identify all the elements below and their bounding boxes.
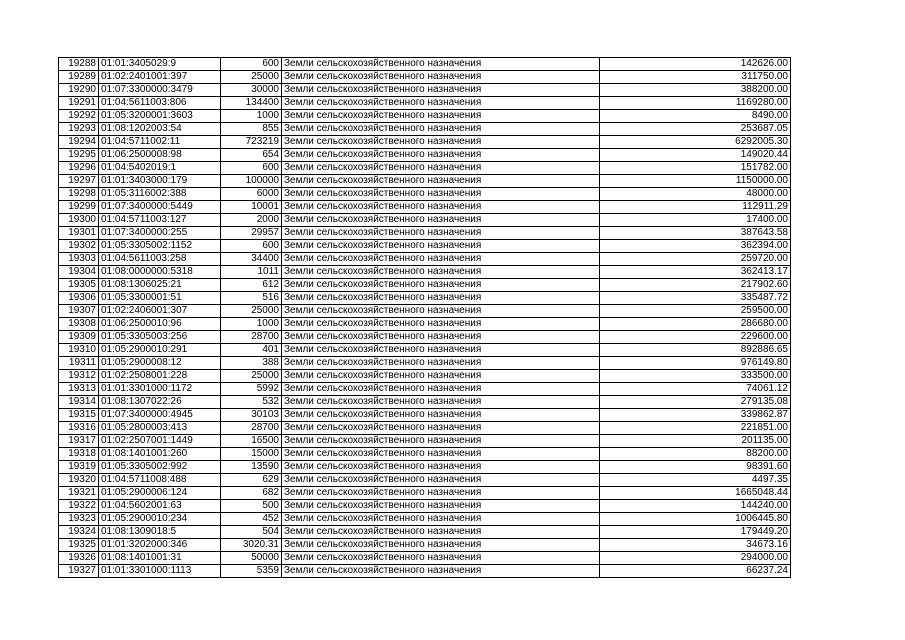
- table-row: [59, 110, 791, 123]
- table-row: [59, 71, 791, 84]
- cadastral-value-cell: 48000.00: [600, 188, 791, 201]
- cadastral-number-cell: 01:05:2800003:413: [99, 422, 221, 435]
- cadastral-value-cell: 253687.05: [600, 123, 791, 136]
- cadastral-number-cell: 01:05:3305002:1152: [99, 240, 221, 253]
- cadastral-value-cell: 1665048.44: [600, 487, 791, 500]
- table-row: [59, 97, 791, 110]
- land-category-cell: Земли сельскохозяйственного назначения: [282, 123, 600, 136]
- table-row: [59, 331, 791, 344]
- table-row: [59, 422, 791, 435]
- row-number-cell: 19311: [59, 357, 99, 370]
- land-category-cell: Земли сельскохозяйственного назначения: [282, 240, 600, 253]
- cadastral-number-cell: 01:08:1309018:5: [99, 526, 221, 539]
- row-number-cell: 19302: [59, 240, 99, 253]
- land-category-cell: Земли сельскохозяйственного назначения: [282, 305, 600, 318]
- row-number-cell: 19288: [59, 58, 99, 71]
- table-row: [59, 409, 791, 422]
- area-cell: 629: [221, 474, 282, 487]
- row-number-cell: 19309: [59, 331, 99, 344]
- cadastral-value-cell: 333500.00: [600, 370, 791, 383]
- land-category-cell: Земли сельскохозяйственного назначения: [282, 136, 600, 149]
- area-cell: 6000: [221, 188, 282, 201]
- row-number-cell: 19298: [59, 188, 99, 201]
- row-number-cell: 19290: [59, 84, 99, 97]
- table-row: [59, 201, 791, 214]
- land-category-cell: Земли сельскохозяйственного назначения: [282, 175, 600, 188]
- cadastral-number-cell: 01:08:1202003:54: [99, 123, 221, 136]
- table-row: [59, 240, 791, 253]
- area-cell: 15000: [221, 448, 282, 461]
- area-cell: 654: [221, 149, 282, 162]
- cadastral-number-cell: 01:04:5711003:127: [99, 214, 221, 227]
- cadastral-number-cell: 01:06:2500008:98: [99, 149, 221, 162]
- cadastral-number-cell: 01:04:5611003:258: [99, 253, 221, 266]
- cadastral-value-cell: 217902.60: [600, 279, 791, 292]
- cadastral-value-cell: 1006445.80: [600, 513, 791, 526]
- cadastral-value-cell: 1169280.00: [600, 97, 791, 110]
- cadastral-value-cell: 201135.00: [600, 435, 791, 448]
- land-category-cell: Земли сельскохозяйственного назначения: [282, 500, 600, 513]
- area-cell: 723219: [221, 136, 282, 149]
- table-row: [59, 552, 791, 565]
- row-number-cell: 19324: [59, 526, 99, 539]
- cadastral-value-cell: 286680.00: [600, 318, 791, 331]
- cadastral-value-cell: 142626.00: [600, 58, 791, 71]
- cadastral-number-cell: 01:04:5711008:488: [99, 474, 221, 487]
- table-row: [59, 318, 791, 331]
- row-number-cell: 19305: [59, 279, 99, 292]
- area-cell: 500: [221, 500, 282, 513]
- row-number-cell: 19319: [59, 461, 99, 474]
- cadastral-number-cell: 01:05:3300001:51: [99, 292, 221, 305]
- area-cell: 2000: [221, 214, 282, 227]
- row-number-cell: 19301: [59, 227, 99, 240]
- land-category-cell: Земли сельскохозяйственного назначения: [282, 357, 600, 370]
- cadastral-number-cell: 01:07:3400000:255: [99, 227, 221, 240]
- land-category-cell: Земли сельскохозяйственного назначения: [282, 487, 600, 500]
- cadastral-value-cell: 151782.00: [600, 162, 791, 175]
- land-category-cell: Земли сельскохозяйственного назначения: [282, 448, 600, 461]
- row-number-cell: 19317: [59, 435, 99, 448]
- table-row: [59, 435, 791, 448]
- table-row: [59, 357, 791, 370]
- land-category-cell: Земли сельскохозяйственного назначения: [282, 253, 600, 266]
- cadastral-value-cell: 179449.20: [600, 526, 791, 539]
- cadastral-value-cell: 17400.00: [600, 214, 791, 227]
- area-cell: 25000: [221, 305, 282, 318]
- table-row: [59, 487, 791, 500]
- cadastral-value-cell: 976149.80: [600, 357, 791, 370]
- cadastral-number-cell: 01:05:3305003:256: [99, 331, 221, 344]
- land-category-cell: Земли сельскохозяйственного назначения: [282, 292, 600, 305]
- area-cell: 388: [221, 357, 282, 370]
- row-number-cell: 19299: [59, 201, 99, 214]
- table-row: [59, 370, 791, 383]
- land-category-cell: Земли сельскохозяйственного назначения: [282, 58, 600, 71]
- cadastral-number-cell: 01:05:2900010:234: [99, 513, 221, 526]
- cadastral-value-cell: 362413.17: [600, 266, 791, 279]
- area-cell: 516: [221, 292, 282, 305]
- land-category-cell: Земли сельскохозяйственного назначения: [282, 331, 600, 344]
- cadastral-number-cell: 01:07:3400000:4945: [99, 409, 221, 422]
- land-category-cell: Земли сельскохозяйственного назначения: [282, 474, 600, 487]
- cadastral-number-cell: 01:04:5402019:1: [99, 162, 221, 175]
- area-cell: 29957: [221, 227, 282, 240]
- land-category-cell: Земли сельскохозяйственного назначения: [282, 188, 600, 201]
- table-row: [59, 84, 791, 97]
- cadastral-number-cell: 01:05:2900006:124: [99, 487, 221, 500]
- cadastral-value-cell: 294000.00: [600, 552, 791, 565]
- cadastral-number-cell: 01:07:3400000:5449: [99, 201, 221, 214]
- cadastral-value-cell: 229600.00: [600, 331, 791, 344]
- cadastral-number-cell: 01:08:1401001:260: [99, 448, 221, 461]
- area-cell: 855: [221, 123, 282, 136]
- table-row: [59, 279, 791, 292]
- cadastral-number-cell: 01:01:3405029:9: [99, 58, 221, 71]
- land-category-cell: Земли сельскохозяйственного назначения: [282, 149, 600, 162]
- area-cell: 682: [221, 487, 282, 500]
- cadastral-number-cell: 01:01:3202000:346: [99, 539, 221, 552]
- cadastral-number-cell: 01:04:5711002:11: [99, 136, 221, 149]
- document-page: [58, 57, 790, 578]
- table-row: [59, 474, 791, 487]
- table-row: [59, 305, 791, 318]
- table-row: [59, 227, 791, 240]
- table-row: [59, 123, 791, 136]
- area-cell: 28700: [221, 422, 282, 435]
- area-cell: 28700: [221, 331, 282, 344]
- table-row: [59, 136, 791, 149]
- row-number-cell: 19320: [59, 474, 99, 487]
- land-category-cell: Земли сельскохозяйственного назначения: [282, 71, 600, 84]
- cadastral-value-cell: 279135.08: [600, 396, 791, 409]
- area-cell: 34400: [221, 253, 282, 266]
- land-register-body: [59, 58, 791, 578]
- area-cell: 452: [221, 513, 282, 526]
- area-cell: 16500: [221, 435, 282, 448]
- cadastral-value-cell: 892886.65: [600, 344, 791, 357]
- area-cell: 100000: [221, 175, 282, 188]
- area-cell: 532: [221, 396, 282, 409]
- area-cell: 5992: [221, 383, 282, 396]
- area-cell: 401: [221, 344, 282, 357]
- row-number-cell: 19321: [59, 487, 99, 500]
- area-cell: 600: [221, 162, 282, 175]
- area-cell: 50000: [221, 552, 282, 565]
- cadastral-value-cell: 311750.00: [600, 71, 791, 84]
- row-number-cell: 19289: [59, 71, 99, 84]
- land-category-cell: Земли сельскохозяйственного назначения: [282, 214, 600, 227]
- table-row: [59, 175, 791, 188]
- area-cell: 5359: [221, 565, 282, 578]
- land-category-cell: Земли сельскохозяйственного назначения: [282, 396, 600, 409]
- area-cell: 600: [221, 240, 282, 253]
- cadastral-value-cell: 88200.00: [600, 448, 791, 461]
- cadastral-number-cell: 01:01:3403000:179: [99, 175, 221, 188]
- table-row: [59, 149, 791, 162]
- row-number-cell: 19316: [59, 422, 99, 435]
- cadastral-number-cell: 01:05:3116002:388: [99, 188, 221, 201]
- area-cell: 1000: [221, 110, 282, 123]
- row-number-cell: 19326: [59, 552, 99, 565]
- cadastral-number-cell: 01:08:1307022:26: [99, 396, 221, 409]
- cadastral-value-cell: 4497.35: [600, 474, 791, 487]
- cadastral-number-cell: 01:04:5611003:806: [99, 97, 221, 110]
- cadastral-number-cell: 01:07:3300000:3479: [99, 84, 221, 97]
- row-number-cell: 19306: [59, 292, 99, 305]
- table-row: [59, 292, 791, 305]
- cadastral-number-cell: 01:02:2507001:1449: [99, 435, 221, 448]
- table-row: [59, 188, 791, 201]
- cadastral-value-cell: 259500.00: [600, 305, 791, 318]
- area-cell: 504: [221, 526, 282, 539]
- land-category-cell: Земли сельскохозяйственного назначения: [282, 422, 600, 435]
- area-cell: 1011: [221, 266, 282, 279]
- row-number-cell: 19313: [59, 383, 99, 396]
- cadastral-number-cell: 01:02:2401001:397: [99, 71, 221, 84]
- cadastral-value-cell: 6292005.30: [600, 136, 791, 149]
- table-row: [59, 500, 791, 513]
- area-cell: 13590: [221, 461, 282, 474]
- land-category-cell: Земли сельскохозяйственного назначения: [282, 227, 600, 240]
- area-cell: 134400: [221, 97, 282, 110]
- land-category-cell: Земли сельскохозяйственного назначения: [282, 162, 600, 175]
- area-cell: 1000: [221, 318, 282, 331]
- cadastral-value-cell: 144240.00: [600, 500, 791, 513]
- land-category-cell: Земли сельскохозяйственного назначения: [282, 409, 600, 422]
- cadastral-value-cell: 335487.72: [600, 292, 791, 305]
- table-row: [59, 513, 791, 526]
- land-category-cell: Земли сельскохозяйственного назначения: [282, 110, 600, 123]
- land-category-cell: Земли сельскохозяйственного назначения: [282, 513, 600, 526]
- cadastral-number-cell: 01:06:2500010:96: [99, 318, 221, 331]
- row-number-cell: 19323: [59, 513, 99, 526]
- land-category-cell: Земли сельскохозяйственного назначения: [282, 435, 600, 448]
- cadastral-value-cell: 259720.00: [600, 253, 791, 266]
- table-row: [59, 266, 791, 279]
- row-number-cell: 19310: [59, 344, 99, 357]
- cadastral-number-cell: 01:08:1306025:21: [99, 279, 221, 292]
- row-number-cell: 19304: [59, 266, 99, 279]
- area-cell: 25000: [221, 71, 282, 84]
- table-row: [59, 461, 791, 474]
- cadastral-value-cell: 8490.00: [600, 110, 791, 123]
- cadastral-value-cell: 221851.00: [600, 422, 791, 435]
- land-category-cell: Земли сельскохозяйственного назначения: [282, 370, 600, 383]
- table-row: [59, 448, 791, 461]
- cadastral-value-cell: 74061.12: [600, 383, 791, 396]
- land-register-table: [58, 57, 791, 578]
- land-category-cell: Земли сельскохозяйственного назначения: [282, 565, 600, 578]
- row-number-cell: 19327: [59, 565, 99, 578]
- table-row: [59, 253, 791, 266]
- land-category-cell: Земли сельскохозяйственного назначения: [282, 318, 600, 331]
- area-cell: 3020.31: [221, 539, 282, 552]
- table-row: [59, 539, 791, 552]
- row-number-cell: 19315: [59, 409, 99, 422]
- row-number-cell: 19293: [59, 123, 99, 136]
- cadastral-number-cell: 01:04:5602001:63: [99, 500, 221, 513]
- cadastral-number-cell: 01:02:2508001:228: [99, 370, 221, 383]
- area-cell: 30000: [221, 84, 282, 97]
- land-category-cell: Земли сельскохозяйственного назначения: [282, 552, 600, 565]
- land-category-cell: Земли сельскохозяйственного назначения: [282, 201, 600, 214]
- table-row: [59, 214, 791, 227]
- table-row: [59, 526, 791, 539]
- row-number-cell: 19312: [59, 370, 99, 383]
- cadastral-value-cell: 149020.44: [600, 149, 791, 162]
- cadastral-value-cell: 388200.00: [600, 84, 791, 97]
- land-category-cell: Земли сельскохозяйственного назначения: [282, 84, 600, 97]
- area-cell: 30103: [221, 409, 282, 422]
- table-row: [59, 396, 791, 409]
- row-number-cell: 19295: [59, 149, 99, 162]
- row-number-cell: 19322: [59, 500, 99, 513]
- area-cell: 612: [221, 279, 282, 292]
- cadastral-value-cell: 98391.60: [600, 461, 791, 474]
- cadastral-number-cell: 01:05:2900010:291: [99, 344, 221, 357]
- row-number-cell: 19296: [59, 162, 99, 175]
- area-cell: 600: [221, 58, 282, 71]
- row-number-cell: 19297: [59, 175, 99, 188]
- cadastral-number-cell: 01:05:3200001:3603: [99, 110, 221, 123]
- area-cell: 10001: [221, 201, 282, 214]
- cadastral-value-cell: 34673.16: [600, 539, 791, 552]
- land-category-cell: Земли сельскохозяйственного назначения: [282, 383, 600, 396]
- cadastral-value-cell: 66237.24: [600, 565, 791, 578]
- table-row: [59, 344, 791, 357]
- land-category-cell: Земли сельскохозяйственного назначения: [282, 526, 600, 539]
- row-number-cell: 19314: [59, 396, 99, 409]
- cadastral-number-cell: 01:02:2406001:307: [99, 305, 221, 318]
- row-number-cell: 19307: [59, 305, 99, 318]
- row-number-cell: 19300: [59, 214, 99, 227]
- cadastral-number-cell: 01:08:1401001:31: [99, 552, 221, 565]
- cadastral-number-cell: 01:05:3305002:992: [99, 461, 221, 474]
- area-cell: 25000: [221, 370, 282, 383]
- row-number-cell: 19318: [59, 448, 99, 461]
- cadastral-value-cell: 339862.87: [600, 409, 791, 422]
- row-number-cell: 19325: [59, 539, 99, 552]
- land-category-cell: Земли сельскохозяйственного назначения: [282, 539, 600, 552]
- land-category-cell: Земли сельскохозяйственного назначения: [282, 266, 600, 279]
- cadastral-value-cell: 112911.29: [600, 201, 791, 214]
- cadastral-value-cell: 1150000.00: [600, 175, 791, 188]
- land-category-cell: Земли сельскохозяйственного назначения: [282, 97, 600, 110]
- land-category-cell: Земли сельскохозяйственного назначения: [282, 344, 600, 357]
- row-number-cell: 19294: [59, 136, 99, 149]
- row-number-cell: 19292: [59, 110, 99, 123]
- cadastral-number-cell: 01:05:2900008:12: [99, 357, 221, 370]
- row-number-cell: 19303: [59, 253, 99, 266]
- table-row: [59, 383, 791, 396]
- land-category-cell: Земли сельскохозяйственного назначения: [282, 279, 600, 292]
- land-category-cell: Земли сельскохозяйственного назначения: [282, 461, 600, 474]
- cadastral-number-cell: 01:01:3301000:1172: [99, 383, 221, 396]
- cadastral-number-cell: 01:01:3301000:1113: [99, 565, 221, 578]
- row-number-cell: 19308: [59, 318, 99, 331]
- cadastral-value-cell: 362394.00: [600, 240, 791, 253]
- row-number-cell: 19291: [59, 97, 99, 110]
- table-row: [59, 565, 791, 578]
- table-row: [59, 162, 791, 175]
- cadastral-number-cell: 01:08:0000000:5318: [99, 266, 221, 279]
- cadastral-value-cell: 387643.58: [600, 227, 791, 240]
- table-row: [59, 58, 791, 71]
